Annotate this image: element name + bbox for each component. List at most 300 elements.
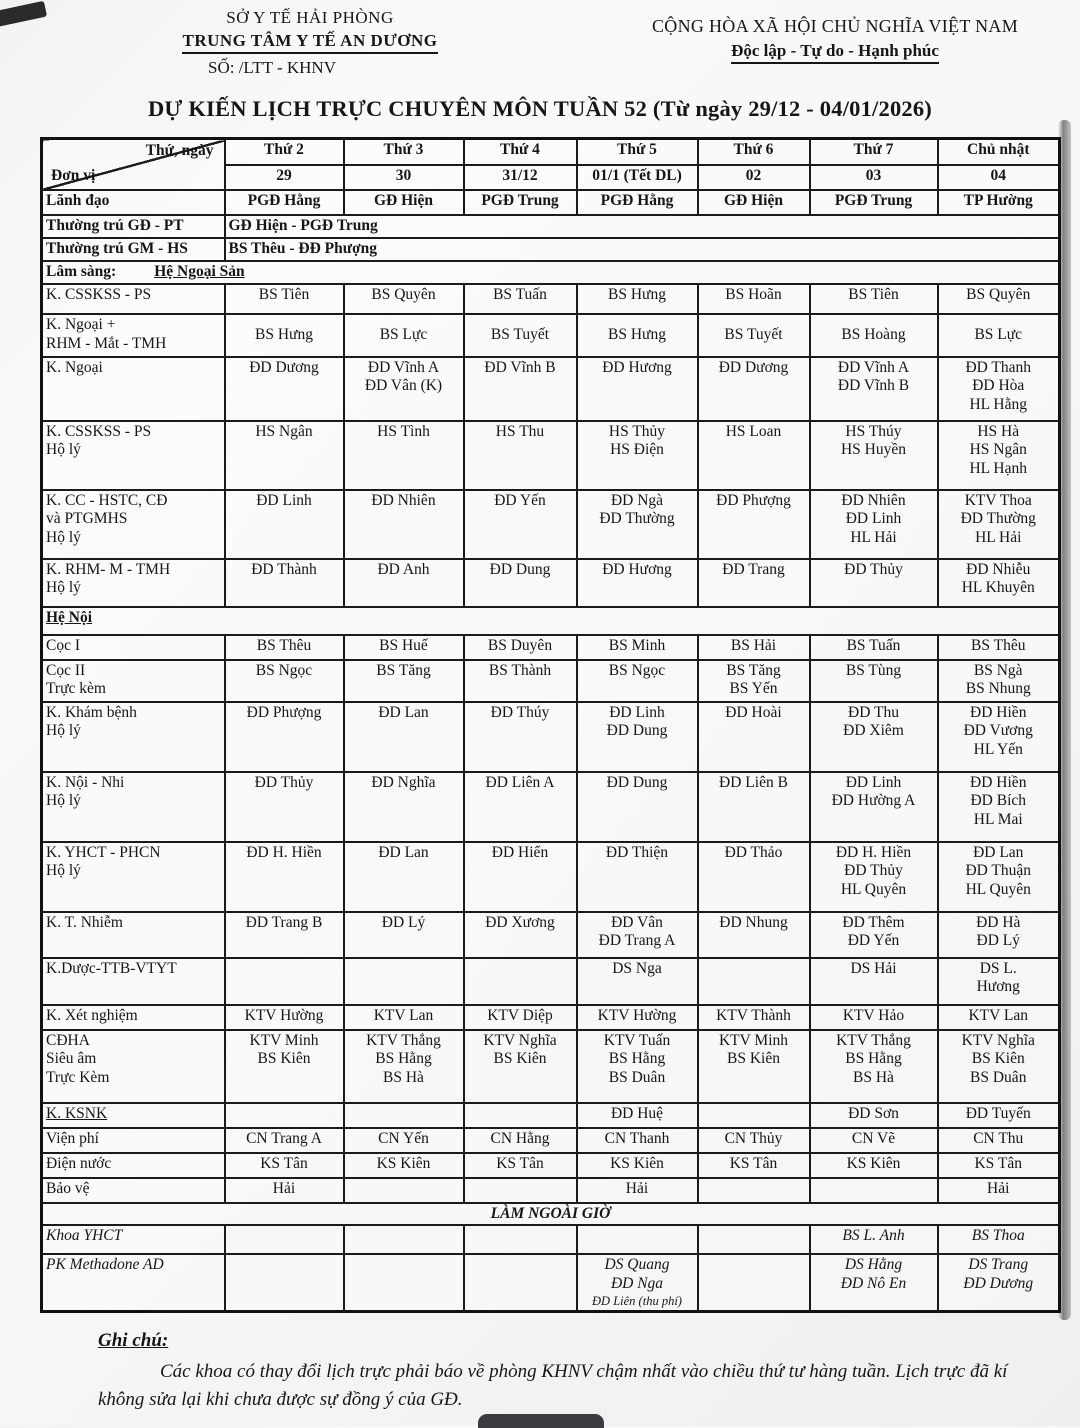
span-value: BS Thêu - ĐĐ Phượng: [225, 238, 1060, 261]
schedule-cell: [464, 702, 577, 772]
cell-line: BS Duân: [970, 1069, 1027, 1087]
cell-line: DS Hải: [850, 959, 897, 977]
cell-line: PGĐ Hằng: [600, 191, 674, 209]
row-label: K.Dược-TTB-VTYT: [42, 958, 225, 1005]
schedule-cell: [344, 314, 464, 357]
cell-line: ĐD Vương: [963, 722, 1033, 740]
table-row: [42, 842, 1060, 912]
cell-line: ĐD Bích: [970, 792, 1027, 810]
schedule-cell: [810, 559, 938, 607]
schedule-cell: [344, 635, 464, 660]
table-row: [42, 490, 1060, 559]
cell-line: ĐD Nhiên: [841, 491, 906, 509]
schedule-cell: [225, 1254, 344, 1312]
duty-schedule-table: [40, 137, 1061, 1313]
cell-line: KTV Thành: [716, 1006, 791, 1024]
cell-line: ĐD Lý: [381, 913, 426, 931]
cell-line: ĐD Thường: [960, 510, 1036, 528]
cell-line: BS Kiên: [727, 1050, 780, 1068]
schedule-cell: [464, 660, 577, 702]
schedule-cell: [464, 842, 577, 912]
schedule-cell: [810, 635, 938, 660]
row-label: Khoa YHCT: [42, 1225, 225, 1254]
schedule-cell: [225, 1178, 344, 1203]
schedule-cell: [938, 357, 1060, 421]
cell-line: BS Nhung: [965, 680, 1031, 698]
schedule-cell: [344, 1225, 464, 1254]
schedule-cell: [938, 635, 1060, 660]
schedule-cell: [344, 772, 464, 842]
scan-corner-artifact: [0, 1, 47, 27]
schedule-cell: [225, 1005, 344, 1030]
cell-line: BS Tăng: [376, 661, 431, 679]
schedule-cell: [225, 421, 344, 490]
schedule-cell: [344, 284, 464, 314]
cell-line: BS Hằng: [375, 1050, 432, 1068]
cell-line: ĐD Linh: [845, 510, 902, 528]
schedule-cell: [698, 912, 810, 958]
schedule-cell: [577, 635, 698, 660]
cell-line: ĐD Linh: [609, 703, 665, 721]
schedule-cell: [225, 912, 344, 958]
day-name-cell: Thứ 2: [225, 139, 344, 165]
cell-line: DS Hằng: [844, 1256, 903, 1274]
schedule-cell: [225, 1030, 344, 1103]
schedule-cell: [225, 284, 344, 314]
row-label: K. T. Nhiễm: [42, 912, 225, 958]
cell-line: CN Yến: [378, 1129, 429, 1147]
row-label: Cọc II Trực kèm: [42, 660, 225, 702]
cell-line: ĐD Liên A: [485, 773, 555, 791]
schedule-cell: [464, 1153, 577, 1178]
cell-line: ĐD Nhung: [719, 913, 788, 931]
table-row: [42, 635, 1060, 660]
schedule-cell: [938, 559, 1060, 607]
schedule-cell: [577, 314, 698, 357]
cell-line: ĐD Yến: [847, 932, 900, 950]
schedule-cell: [464, 772, 577, 842]
cell-line: Hải: [987, 1179, 1010, 1197]
span-value: GĐ Hiện - PGĐ Trung: [225, 215, 1060, 238]
schedule-cell: [810, 421, 938, 490]
schedule-cell: [698, 314, 810, 357]
cell-line: BS Hoàng: [841, 325, 906, 343]
cell-line: KTV Nghĩa: [483, 1031, 557, 1049]
schedule-cell: [225, 490, 344, 559]
cell-line: BS Tiên: [258, 285, 310, 303]
cell-line: BS Yến: [729, 680, 778, 698]
table-row: [42, 284, 1060, 314]
cell-line: ĐD Lan: [378, 703, 429, 721]
cell-line: DS L.: [979, 959, 1017, 977]
schedule-cell: [577, 958, 698, 1005]
schedule-cell: [810, 1005, 938, 1030]
schedule-cell: [810, 1254, 938, 1312]
schedule-cell: [938, 772, 1060, 842]
schedule-cell: [810, 958, 938, 1005]
cell-line: ĐD Vĩnh A: [837, 358, 910, 376]
cell-line: BS Kiên: [971, 1050, 1025, 1068]
cell-line: ĐD Hiển: [491, 843, 549, 861]
cell-line: ĐD Hương: [602, 358, 672, 376]
schedule-cell: [577, 842, 698, 912]
cell-line: BS Hưng: [255, 325, 313, 343]
cell-line: HL Quyên: [840, 881, 907, 899]
cell-line: HS Ngân: [255, 422, 313, 440]
schedule-cell: [344, 490, 464, 559]
table-row: [42, 238, 1060, 261]
row-label: Thường trú GĐ - PT: [42, 215, 225, 238]
day-name-cell: Chủ nhật: [938, 139, 1060, 165]
cell-line: BS Tùng: [845, 661, 902, 679]
cell-line: ĐD Hiền: [970, 703, 1027, 721]
cell-line: BS Hưng: [608, 325, 666, 343]
cell-line: HS Điện: [610, 441, 664, 459]
schedule-cell: [810, 1103, 938, 1128]
cell-line: BS Hoãn: [725, 285, 782, 303]
row-label: PK Methadone AD: [42, 1254, 225, 1312]
schedule-cell: [577, 190, 698, 215]
cell-line: HL Hạnh: [969, 460, 1028, 478]
table-row: [42, 958, 1060, 1005]
schedule-cell: [577, 912, 698, 958]
schedule-cell: [225, 660, 344, 702]
table-row: [42, 1103, 1060, 1128]
cell-line: DS Quang: [604, 1256, 670, 1274]
cell-line: ĐD Liên (thu phí): [592, 1294, 682, 1309]
cell-line: ĐD Dương: [963, 1275, 1034, 1293]
cell-line: BS Lực: [974, 325, 1023, 343]
schedule-cell: [698, 1103, 810, 1128]
cell-line: HS Ngân: [969, 441, 1027, 459]
cell-line: ĐD Tuyến: [965, 1104, 1031, 1122]
page-title: DỰ KIẾN LỊCH TRỰC CHUYÊN MÔN TUẦN 52 (Từ ngày 29/12 - 04/01/2026): [147, 96, 933, 121]
cell-line: CN Trang A: [246, 1129, 322, 1147]
cell-line: ĐD Thiện: [605, 843, 669, 861]
cell-line: CN Hằng: [490, 1129, 550, 1147]
schedule-cell: [698, 842, 810, 912]
cell-line: ĐD Dương: [718, 358, 789, 376]
schedule-cell: [344, 1128, 464, 1153]
schedule-cell: [225, 1128, 344, 1153]
schedule-cell: [698, 190, 810, 215]
schedule-cell: [698, 958, 810, 1005]
cell-line: BS Minh: [608, 636, 666, 654]
cell-line: HL Hằng: [969, 396, 1028, 414]
cell-line: ĐD Thường: [599, 510, 675, 528]
schedule-cell: [464, 421, 577, 490]
cell-line: ĐD Thanh: [965, 358, 1032, 376]
cell-line: BS Hà: [383, 1069, 424, 1087]
row-label: K. Nội - Nhi Hộ lý: [42, 772, 225, 842]
schedule-cell: [938, 284, 1060, 314]
schedule-cell: [464, 1030, 577, 1103]
table-row: [42, 1153, 1060, 1178]
schedule-cell: [810, 1128, 938, 1153]
cell-line: KTV Minh: [718, 1031, 789, 1049]
schedule-cell: [938, 1128, 1060, 1153]
national-motto-block: [620, 16, 1050, 64]
table-row: [42, 1203, 1060, 1226]
schedule-cell: [464, 490, 577, 559]
schedule-cell: [938, 1178, 1060, 1203]
cell-line: BS Ngà: [973, 661, 1023, 679]
schedule-cell: [938, 314, 1060, 357]
cell-line: KTV Nghĩa: [961, 1031, 1035, 1049]
cell-line: BS L. Anh: [842, 1227, 905, 1245]
schedule-cell: [938, 958, 1060, 1005]
cell-line: ĐD Trang A: [598, 932, 676, 950]
cell-line: PGĐ Trung: [481, 191, 559, 209]
corner-label-day: Thứ, ngày: [145, 142, 214, 159]
schedule-cell: [344, 559, 464, 607]
table-row: [42, 1178, 1060, 1203]
cell-line: KS Tân: [974, 1154, 1022, 1172]
cell-line: ĐD Thủy: [844, 560, 903, 578]
cell-line: HL Yến: [973, 741, 1023, 759]
schedule-cell: [225, 1225, 344, 1254]
cell-line: ĐD Lan: [378, 843, 429, 861]
schedule-cell: [577, 1103, 698, 1128]
cell-line: KTV Diệp: [487, 1006, 553, 1024]
cell-line: ĐD Dung: [606, 773, 668, 791]
schedule-cell: [225, 559, 344, 607]
schedule-cell: [938, 490, 1060, 559]
cell-line: BS Hà: [853, 1069, 894, 1087]
cell-line: BS Lực: [379, 325, 428, 343]
cell-line: HL Hải: [850, 529, 897, 547]
cell-line: BS Thành: [488, 661, 552, 679]
schedule-cell: [938, 190, 1060, 215]
schedule-cell: [698, 490, 810, 559]
row-label: K. Ngoại + RHM - Mắt - TMH: [42, 314, 225, 357]
schedule-cell: [810, 357, 938, 421]
schedule-cell: [577, 1225, 698, 1254]
day-date-cell: 02: [698, 165, 810, 190]
schedule-cell: [464, 1005, 577, 1030]
schedule-cell: [810, 842, 938, 912]
cell-line: ĐD Yến: [494, 491, 546, 509]
cell-line: KTV Hảo: [842, 1006, 905, 1024]
cell-line: ĐD Thêm: [842, 913, 905, 931]
cell-line: KTV Thoa: [964, 491, 1032, 509]
schedule-cell: [225, 357, 344, 421]
schedule-cell: [577, 490, 698, 559]
cell-line: ĐD Thành: [251, 560, 317, 578]
cell-line: BS Thêu: [256, 636, 312, 654]
schedule-cell: [810, 660, 938, 702]
section-header: Lâm sàng: Hệ Ngoại Sản: [42, 261, 1060, 284]
cell-line: ĐD Thủy: [844, 862, 903, 880]
cell-line: ĐD Hường A: [831, 792, 916, 810]
cell-line: BS Tuấn: [493, 285, 547, 303]
schedule-cell: [344, 421, 464, 490]
cell-line: BS Duyên: [487, 636, 553, 654]
cell-line: BS Kiên: [257, 1050, 311, 1068]
table-row: [42, 314, 1060, 357]
cell-line: HL Hải: [975, 529, 1022, 547]
cell-line: ĐD Thảo: [724, 843, 783, 861]
table-row: [42, 772, 1060, 842]
cell-line: ĐD Xương: [485, 913, 555, 931]
schedule-cell: [698, 1153, 810, 1178]
table-row: [42, 607, 1060, 635]
schedule-cell: [938, 1225, 1060, 1254]
cell-line: ĐD Trang: [722, 560, 785, 578]
cell-line: Hương: [976, 978, 1020, 996]
schedule-cell: [344, 1153, 464, 1178]
cell-line: BS Ngọc: [255, 661, 313, 679]
schedule-cell: [698, 559, 810, 607]
cell-line: BS Hằng: [845, 1050, 902, 1068]
issuing-org-block: [120, 8, 500, 78]
schedule-cell: [698, 1030, 810, 1103]
schedule-cell: [464, 314, 577, 357]
org-parent-name: SỞ Y TẾ HẢI PHÒNG: [226, 8, 394, 27]
cell-line: ĐD Lý: [976, 932, 1020, 950]
cell-line: ĐD Nô En: [840, 1275, 907, 1293]
cell-line: ĐD Liên B: [719, 773, 788, 791]
cell-line: ĐD Hòa: [972, 377, 1025, 395]
day-date-cell: 29: [225, 165, 344, 190]
footnote-heading: Ghi chú:: [98, 1330, 169, 1351]
national-motto: Độc lập - Tự do - Hạnh phúc: [731, 41, 939, 64]
footnote-body: Các khoa có thay đổi lịch trực phải báo về phòng KHNV chậm nhất vào chiều thứ tư hàng tuần. Lịch trực đã kí không sửa lại khi chưa được sự đồng ý của GĐ.: [98, 1361, 1008, 1410]
table-row: [42, 190, 1060, 215]
schedule-cell: [464, 284, 577, 314]
cell-line: ĐD Nga: [610, 1275, 664, 1293]
row-label: K. YHCT - PHCN Hộ lý: [42, 842, 225, 912]
cell-line: ĐD H. Hiền: [246, 843, 322, 861]
schedule-cell: [577, 357, 698, 421]
national-title: CỘNG HÒA XÃ HỘI CHỦ NGHĨA VIỆT NAM: [651, 16, 1019, 36]
schedule-cell: [344, 660, 464, 702]
cell-line: ĐD Sơn: [848, 1104, 899, 1122]
cell-line: Hải: [625, 1179, 649, 1197]
row-label: Điện nước: [42, 1153, 225, 1178]
schedule-cell: [464, 190, 577, 215]
schedule-cell: [577, 1153, 698, 1178]
schedule-cell: [698, 1178, 810, 1203]
cell-line: BS Duân: [608, 1069, 666, 1087]
cell-line: HS Huyền: [840, 441, 906, 459]
schedule-cell: [938, 1103, 1060, 1128]
cell-line: BS Quyên: [371, 285, 436, 303]
schedule-cell: [464, 559, 577, 607]
cell-line: KS Kiên: [610, 1154, 664, 1172]
table-row: [42, 1225, 1060, 1254]
schedule-cell: [577, 772, 698, 842]
day-date-cell: 30: [344, 165, 464, 190]
cell-line: ĐD Anh: [377, 560, 430, 578]
schedule-cell: [344, 842, 464, 912]
schedule-cell: [225, 1153, 344, 1178]
schedule-cell: [225, 1103, 344, 1128]
cell-line: ĐD Vân: [611, 913, 663, 931]
row-label: K. Xét nghiệm: [42, 1005, 225, 1030]
cell-line: ĐD Lan: [973, 843, 1024, 861]
cell-line: ĐD Thuận: [965, 862, 1032, 880]
cell-line: CN Thủy: [724, 1129, 783, 1147]
row-label: CĐHA Siêu âm Trực Kèm: [42, 1030, 225, 1103]
cell-line: ĐD Trang B: [245, 913, 323, 931]
schedule-cell: [344, 1254, 464, 1312]
cell-line: BS Tăng: [726, 661, 781, 679]
cell-line: BS Kiên: [493, 1050, 547, 1068]
cell-line: ĐD Vĩnh B: [484, 358, 556, 376]
schedule-cell: [810, 702, 938, 772]
schedule-cell: [577, 660, 698, 702]
schedule-cell: [344, 1005, 464, 1030]
cell-line: ĐD Thúy: [490, 703, 550, 721]
footnote: [98, 1330, 1008, 1413]
cell-line: BS Ngọc: [608, 661, 666, 679]
cell-line: KTV Minh: [249, 1031, 319, 1049]
cell-line: BS Tuyết: [724, 325, 783, 343]
cell-line: DS Trang: [968, 1256, 1029, 1274]
schedule-cell: [698, 772, 810, 842]
schedule-cell: [698, 1005, 810, 1030]
schedule-cell: [810, 190, 938, 215]
schedule-cell: [464, 357, 577, 421]
schedule-cell: [577, 1005, 698, 1030]
cell-line: HS Hà: [977, 422, 1020, 440]
cell-line: ĐD Linh: [845, 773, 902, 791]
schedule-cell: [225, 314, 344, 357]
schedule-cell: [810, 1153, 938, 1178]
table-row: [42, 1005, 1060, 1030]
schedule-cell: [577, 284, 698, 314]
row-label: K. CSSKSS - PS: [42, 284, 225, 314]
schedule-cell: [938, 842, 1060, 912]
cell-line: ĐD Phượng: [246, 703, 322, 721]
cell-line: BS Huế: [379, 636, 428, 654]
schedule-cell: [698, 284, 810, 314]
table-row: [42, 215, 1060, 238]
schedule-cell: [464, 1128, 577, 1153]
table-row: [42, 1128, 1060, 1153]
table-row: [42, 559, 1060, 607]
schedule-cell: [577, 421, 698, 490]
schedule-cell: [344, 958, 464, 1005]
schedule-cell: [810, 1030, 938, 1103]
schedule-cell: [464, 1225, 577, 1254]
day-date-cell: 03: [810, 165, 938, 190]
schedule-cell: [577, 702, 698, 772]
cell-line: ĐD Nhiên: [371, 491, 436, 509]
cell-line: ĐD Thu: [848, 703, 899, 721]
schedule-cell: [344, 357, 464, 421]
cell-line: KTV Hường: [244, 1006, 324, 1024]
day-name-cell: Thứ 7: [810, 139, 938, 165]
schedule-cell: [810, 490, 938, 559]
cell-line: KTV Thắng: [836, 1031, 911, 1049]
schedule-cell: [810, 1178, 938, 1203]
cell-line: ĐD Hoài: [725, 703, 782, 721]
cell-line: ĐD Nghĩa: [371, 773, 436, 791]
cell-line: KS Kiên: [846, 1154, 901, 1172]
schedule-cell: [810, 912, 938, 958]
schedule-cell: [698, 1128, 810, 1153]
schedule-cell: [225, 190, 344, 215]
cell-line: PGĐ Hằng: [247, 191, 321, 209]
cell-line: BS Hưng: [608, 285, 666, 303]
cell-line: HL Quyên: [965, 881, 1031, 899]
row-label: Bảo vệ: [42, 1178, 225, 1203]
schedule-cell: [577, 1128, 698, 1153]
cell-line: ĐD Dương: [249, 358, 319, 376]
cell-line: HS Tình: [377, 422, 430, 440]
